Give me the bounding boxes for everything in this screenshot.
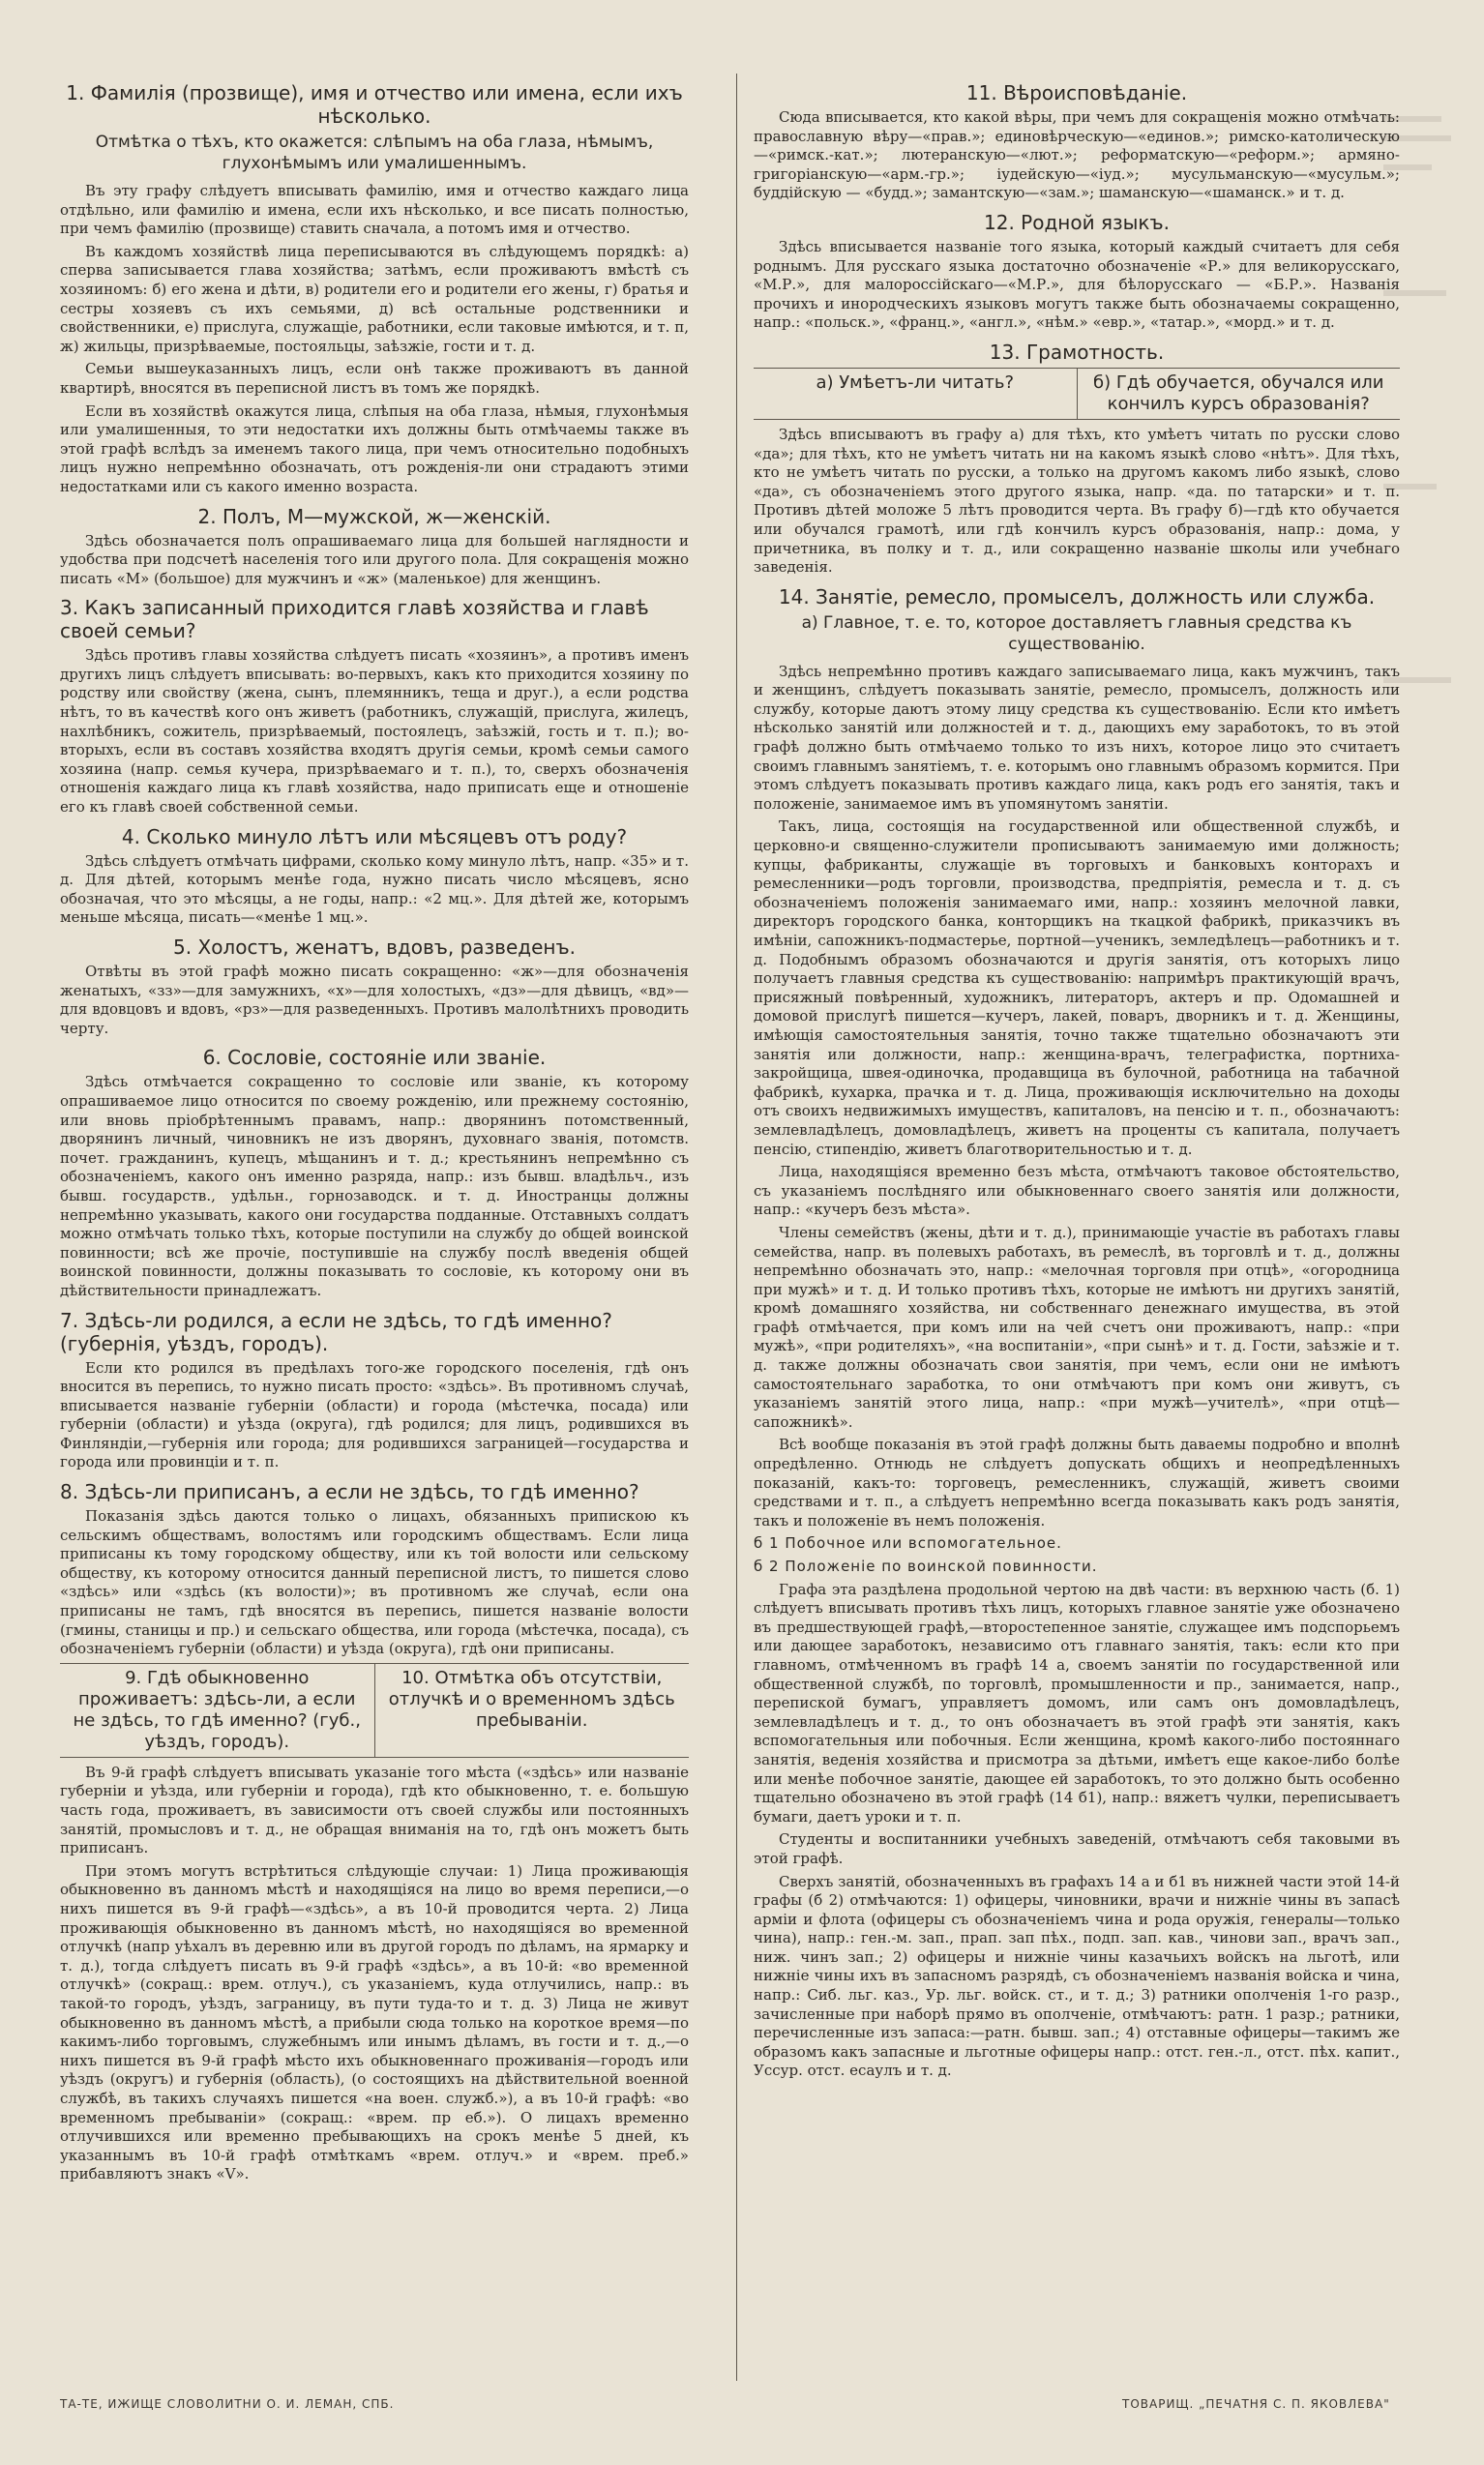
paragraph: Сверхъ занятій, обозначенныхъ въ графахъ 14 а и б1 въ нижней части этой 14-й графы (б 2) отмѣчаются: 1) офицеры, чиновники, врачи и нижніе чины въ запасѣ арміи и флота (офицеры съ обозначеніемъ чина и рода оружія, генералы—только чина), напр.: ген.-м. зап., прап. зап пѣх., подп. зап. кав., чинови зап., врачъ зап., ниж. чинъ зап.; 2) офицеры и нижніе чины казачьихъ войскъ на льготѣ, или нижніе чины ихъ въ запасномъ разрядѣ, съ обозначеніемъ названія войска и чина, напр.: Сиб. льг. каз., Ур. льг. войск. ст., и т. д.; 3) ратники ополченія 1-го разр., зачисленные при наборѣ прямо въ ополченіе, отмѣчаютъ: ратн. 1 разр.; ратники, перечисленные изъ запаса:—ратн. бывш. зап.; 4) отставные офицеры—такимъ же образомъ какъ запасные и льготные офицеры напр.: отст. ген.-л., отст. пѣх. капит., Уссур. отст. есаулъ и т. д. <box>754 1872 1400 2080</box>
paragraph: Такъ, лица, состоящія на государственной или общественной службѣ, и церковно-и священно-служители прописываютъ занимаемую ими должность; купцы, фабриканты, служащіе въ торговыхъ и банковыхъ конторахъ и ремесленники—родъ торговли, производства, предпріятія, ремесла и т. д. съ обозначеніемъ положенія занимаемаго ими, напр.: хозяинъ мелочной лавки, директоръ городского банка, конторщикъ на ткацкой фабрикѣ, приказчикъ въ имѣніи, сапожникъ-подмастерье, портной—ученикъ, земледѣлецъ—работникъ и т. д. Подобнымъ образомъ обозначаются и другія занятія, отъ которыхъ лицо получаетъ главныя средства къ существованію: напримѣръ практикующій врачъ, присяжный повѣренный, художникъ, литераторъ, актеръ и пр. Одомашней и домовой прислугѣ пишется—кучеръ, лакей, поваръ, дворникъ и т. д. Женщины, имѣющія самостоятельныя занятія, точно также тщательно обозначаютъ эти занятія или должности, напр.: женщина-врачъ, телеграфистка, портниха-закройщица, швея-одиночка, продавщица въ булочной, работница на табачной фабрикѣ, кухарка, прачка и т. д. Лица, проживающія исключительно на доходы отъ своихъ недвижимыхъ имуществъ, капиталовъ, на пенсію и т. п., обозначаютъ: землевладѣлецъ, домовладѣлецъ, живетъ на проценты съ капитала, получаетъ пенсію, стипендію, живетъ благотворительностью и т. д. <box>754 817 1400 1158</box>
printer-footer-left: ТА-ТЕ, ИЖИЩЕ СЛОВОЛИТНИ О. И. ЛЕМАН, СПБ. <box>60 2397 395 2411</box>
section-1-subtitle: Отмѣтка о тѣхъ, кто окажется: слѣпымъ на оба глаза, нѣмымъ, глухонѣмымъ или умалишеннымъ. <box>95 133 654 173</box>
section-4-title: 4. Сколько минуло лѣтъ или мѣсяцевъ отъ роду? <box>121 824 628 848</box>
paragraph: При этомъ могутъ встрѣтиться слѣдующіе случаи: 1) Лица проживающія обыкновенно въ данномъ мѣстѣ и находящіяся на лицо во время переписи,—о нихъ пишется въ 9-й графѣ—«здѣсь», а въ 10-й проводится черта. 2) Лица проживающія обыкновенно въ данномъ мѣстѣ, но находящіяся во временной отлучкѣ (напр уѣхалъ въ деревню или въ другой городъ по дѣламъ, на ярмарку и т. д.), тогда слѣдуетъ писать въ 9-й графѣ «здѣсь», а въ 10-й: «во временной отлучкѣ» (сокращ.: врем. отлуч.), съ указаніемъ, куда отлучились, напр.: въ такой-то городъ, уѣздъ, заграницу, въ пути туда-то и т. д. 3) Лица не живут обыкновенно въ данномъ мѣстѣ, а прибыли сюда только на короткое время—по какимъ-либо торговымъ, служебнымъ или инымъ дѣламъ, въ гости и т. д.,—о нихъ пишется въ 9-й графѣ мѣсто ихъ обыкновеннаго проживанія—городъ или уѣздъ (округъ) и губернія (область), (о состоящихъ на дѣйствительной военной службѣ, въ такихъ случаяхъ пишется «на воен. служб.»), а въ 10-й графѣ: «во временномъ пребываніи» (сокращ.: «врем. пр еб.»). О лицахъ временно отлучившихся или временно пребывающихъ на срокъ менѣе 5 дней, къ указаннымъ въ 10-й графѣ отмѣткамъ «врем. отлуч.» и «врем. преб.» прибавляютъ знакъ «V». <box>60 1861 689 2183</box>
section-12-title: 12. Родной языкъ. <box>984 210 1170 234</box>
section-13a-title: а) Умѣетъ-ли читать? <box>816 371 1015 393</box>
paragraph: Здѣсь слѣдуетъ отмѣчать цифрами, сколько кому минуло лѣтъ, напр. «35» и т. д. Для дѣтей, которымъ менѣе года, нужно писать число мѣсяцевъ, ясно обозначая, что это мѣсяцы, а не годы, напр.: «2 мц.». Для дѣтей же, которымъ меньше мѣсяца, писать—«менѣе 1 мц.». <box>60 851 689 927</box>
section-10-title: 10. Отмѣтка объ отсутствіи, отлучкѣ и о временномъ здѣсь пребываніи. <box>374 1664 690 1757</box>
paragraph: Сюда вписывается, кто какой вѣры, при чемъ для сокращенія можно отмѣчать: православную вѣру—«прав.»; единовѣрческую—«единов.»; римско-католическую—«римск.-кат.»; лютеранскую—«лют.»; реформатскую—«реформ.»; армяно-григоріанскую—«арм.-гр.»; іудейскую—«іуд.»; мусульманскую—«мусульм.»; буддійскую — «будд.»; замантскую—«зам.»; шаманскую—«шаманск.» и т. д. <box>754 108 1400 202</box>
paragraph: Здѣсь обозначается полъ опрашиваемаго лица для большей наглядности и удобства при подсчетѣ населенія того или другого пола. Для сокращенія можно писать «М» (большое) для мужчинъ и «ж» (маленькое) для женщинъ. <box>60 531 689 587</box>
section-14a-subtitle: а) Главное, т. е. то, которое доставляетъ главныя средства къ существованію. <box>801 612 1352 654</box>
paragraph: Въ эту графу слѣдуетъ вписывать фамилію, имя и отчество каждаго лица отдѣльно, или фамилію и имена, если ихъ нѣсколько, и все писать полностью, при чемъ фамилію (прозвище) ставить сначала, а потомъ имя и отчество. <box>60 182 689 238</box>
section-13-title: 13. Грамотность. <box>989 340 1165 364</box>
paragraph: Графа эта раздѣлена продольной чертою на двѣ части: въ верхнюю часть (б. 1) слѣдуетъ вписывать противъ тѣхъ лицъ, которыхъ главное занятіе уже обозначено въ предшествующей графѣ,—второстепенное занятіе, служащее имъ подспорьемъ или дающее заработокъ, независимо отъ главнаго занятія, такъ: если кто при главномъ, отмѣченномъ въ графѣ 14 а, своемъ занятіи по государственной или общественной службѣ, по торговлѣ, промышленности и пр., занимается, напр., перепиской бумагъ, управляетъ домомъ, или самъ онъ домовладѣлецъ, землевладѣлецъ и т. д., то онъ обозначаетъ въ этой графѣ эти занятія, какъ вспомогательныя или побочныя. Если женщина, кромѣ какого-либо постояннаго занятія, веденія хозяйства и присмотра за дѣтьми, имѣетъ еще какое-либо болѣе или менѣе побочное занятіе, дающее ей заработокъ, то это должно быть особенно тщательно обозначено въ этой графѣ (14 б1), напр.: вяжетъ чулки, переписываетъ бумаги, даетъ уроки и т. п. <box>754 1580 1400 1826</box>
section-2-title: 2. Полъ, М—мужской, ж—женскій. <box>197 504 551 528</box>
section-7-title: 7. Здѣсь-ли родился, а если не здѣсь, то гдѣ именно? (губернія, уѣздъ, городъ). <box>60 1308 612 1355</box>
paragraph: Семьи вышеуказанныхъ лицъ, если онѣ также проживаютъ въ данной квартирѣ, вносятся въ переписной листъ въ томъ же порядкѣ. <box>60 360 689 397</box>
section-9-title: 9. Гдѣ обыкновенно проживаетъ: здѣсь-ли, а если не здѣсь, то гдѣ именно? (губ., уѣздъ, городъ). <box>73 1667 361 1752</box>
section-8-title: 8. Здѣсь-ли приписанъ, а если не здѣсь, то гдѣ именно? <box>60 1480 639 1504</box>
section-9-10-header <box>60 1663 689 1758</box>
paragraph: Здѣсь вписываютъ въ графу а) для тѣхъ, кто умѣетъ читать по русски слово «да»; для тѣхъ, кто не умѣетъ читать ни на какомъ языкѣ слово «нѣтъ». Для тѣхъ, кто не умѣетъ читать по русски, а только на другомъ какомъ либо языкѣ, слово «да», съ обозначеніемъ этого другого языка, напр. «да. по татарски» и т. п. Противъ дѣтей моложе 5 лѣтъ проводится черта. Въ графу б)—гдѣ кто обучается или обучался грамотѣ, или гдѣ кончилъ курсъ образованія, напр.: дома, у причетника, въ полку и т. д., или сокращенно названіе школы или учебнаго заведенія. <box>754 425 1400 577</box>
paragraph: Если кто родился въ предѣлахъ того-же городского поселенія, гдѣ онъ вносится въ перепись, то нужно писать просто: «здѣсь». Въ противномъ случаѣ, вписывается названіе губерніи (области) и города (мѣстечка, посада) или губерніи (области) и уѣзда (округа), гдѣ родился; для лицъ, родившихся въ Финляндіи,—губернія или города; для родившихся заграницей—государства и города или провинціи и т. п. <box>60 1358 689 1471</box>
section-13b-title: б) Гдѣ обучается, обучался или кончилъ курсъ образованія? <box>1077 369 1401 419</box>
printer-footer-right: ТОВАРИЩ. „ПЕЧАТНЯ С. П. ЯКОВЛЕВА" <box>1122 2397 1390 2411</box>
section-1-title: 1. Фамилія (прозвище), имя и отчество или имена, если ихъ нѣсколько. <box>66 81 683 128</box>
paragraph: Здѣсь отмѣчается сокращенно то сословіе или званіе, къ которому опрашиваемое лицо относится по своему рожденію, или прежнему состоянію, или вновь пріобрѣтеннымъ правамъ, напр.: дворянинъ потомственный, дворянинъ личный, чиновникъ не изъ дворянъ, духовнаго званія, потомств. почет. гражданинъ, купецъ, мѣщанинъ и т. д.; крестьянинъ непремѣнно съ обозначеніемъ, какого онъ именно разряда, напр.: изъ бывш. владѣльч., изъ бывш. государств., удѣльн., горнозаводск. и т. д. Иностранцы должны непремѣнно указывать, какого они государства подданные. Отставныхъ солдатъ можно отмѣчать только тѣхъ, которые поступили на службу до общей воинской повинности; всѣ же прочіе, поступившіе на службу послѣ введенія общей воинской повинности, должны показывать то сословіе, къ которому они въ дѣйствительности принадлежатъ. <box>60 1073 689 1299</box>
section-13-header <box>754 368 1400 420</box>
paragraph: Здѣсь непремѣнно противъ каждаго записываемаго лица, какъ мужчинъ, такъ и женщинъ, слѣдуетъ показывать занятіе, ремесло, промыселъ, должность или службу, которые даютъ этому лицу средства къ существованію. Если кто имѣетъ нѣсколько занятій или должностей и т. д., дающихъ ему заработокъ, то въ этой графѣ должно быть отмѣчаемо только то изъ нихъ, которое лицо это считаетъ своимъ главнымъ занятіемъ, т. е. которымъ оно главнымъ образомъ кормится. При этомъ слѣдуетъ показывать противъ каждаго лица, какъ родъ его занятія, такъ и положеніе, занимаемое имъ въ упомянутомъ занятіи. <box>754 662 1400 813</box>
paragraph: Студенты и воспитанники учебныхъ заведеній, отмѣчаютъ себя таковыми въ этой графѣ. <box>754 1830 1400 1867</box>
section-14b2-title: б 2 Положеніе по воинской повинности. <box>754 1558 1098 1575</box>
section-14b1-title: б 1 Побочное или вспомогательное. <box>754 1534 1062 1553</box>
right-column <box>754 74 1400 2085</box>
paragraph: Лица, находящіяся временно безъ мѣста, отмѣчаютъ таковое обстоятельство, съ указаніемъ послѣдняго или обыкновеннаго своего занятія или должности, напр.: «кучеръ безъ мѣста». <box>754 1163 1400 1219</box>
paragraph: Если въ хозяйствѣ окажутся лица, слѣпыя на оба глаза, нѣмыя, глухонѣмыя или умалишенныя, то эти недостатки ихъ должны быть отмѣчаемы также въ этой графѣ вслѣдъ за именемъ такого лица, при чемъ относительно подобныхъ лицъ нужно непремѣнно обозначать, отъ рожденія-ли они страдаютъ этими недостатками или съ какого именно возраста. <box>60 401 689 495</box>
section-3-title: 3. Какъ записанный приходится главѣ хозяйства и главѣ своей семьи? <box>60 596 649 643</box>
paragraph: Показанія здѣсь даются только о лицахъ, обязанныхъ припискою къ сельскимъ обществамъ, волостямъ или городскимъ обществамъ. Если лица приписаны къ тому городскому обществу, или къ той волости или сельскому обществу, къ которому относится данный переписной листъ, то пишется слово «здѣсь» или «здѣсь (къ волости)»; въ противномъ же случаѣ, если она приписаны не тамъ, гдѣ вносятся въ перепись, пишется названіе волости (гмины, станицы и пр.) и сельскаго общества, или города (мѣстечка, посада), съ обозначеніемъ губерніи (области) и уѣзда (округа), гдѣ они приписаны. <box>60 1507 689 1658</box>
column-divider <box>736 74 737 2381</box>
section-5-title: 5. Холостъ, женатъ, вдовъ, разведенъ. <box>173 936 576 959</box>
paragraph: Здѣсь противъ главы хозяйства слѣдуетъ писать «хозяинъ», а противъ именъ другихъ лицъ слѣдуетъ вписывать: во-первыхъ, какъ кто приходится хозяину по родству или свойству (жена, сынъ, племянникъ, теща и друг.), а если родства нѣтъ, то въ качествѣ кого онъ живетъ (работникъ, служащій, прислуга, жилецъ, нахлѣбникъ, сожитель, призрѣваемый, постоялецъ, заѣзжій, гость и т. п.); во-вторыхъ, если въ составъ хозяйства входятъ другія семьи, кромѣ семьи самого хозяина (напр. семья кучера, призрѣваемаго и т. п.), то, сверхъ обозначенія отношенія каждаго лица къ главѣ хозяйства, надо приписать еще и отношеніе его къ главѣ своей собственной семьи. <box>60 646 689 817</box>
section-11-title: 11. Вѣроисповѣданіе. <box>965 81 1188 104</box>
paragraph: Отвѣты въ этой графѣ можно писать сокращенно: «ж»—для обозначенія женатыхъ, «зз»—для замужнихъ, «х»—для холостыхъ, «дз»—для дѣвицъ, «вд»—для вдовцовъ и вдовъ, «рз»—для разведенныхъ. Противъ малолѣтнихъ проводить черту. <box>60 963 689 1037</box>
section-14-title: 14. Занятіе, ремесло, промыселъ, должность или служба. <box>778 584 1376 609</box>
left-column <box>60 74 689 2188</box>
paragraph: Здѣсь вписывается названіе того языка, который каждый считаетъ для себя роднымъ. Для русскаго языка достаточно обозначеніе «Р.» для великорусскаго, «М.Р.», для малороссійскаго—«М.Р.», для бѣлорусскаго — «Б.Р.». Названія прочихъ и инородческихъ языковъ могутъ также быть обозначаемы сокращенно, напр.: «польск.», «франц.», «англ.», «нѣм.» «евр.», «татар.», «морд.» и т. д. <box>754 237 1400 332</box>
paragraph: Въ каждомъ хозяйствѣ лица переписываются въ слѣдующемъ порядкѣ: а) сперва записывается глава хозяйства; затѣмъ, если проживаютъ вмѣстѣ съ хозяиномъ: б) его жена и дѣти, в) родители его и родители его жены, г) братья и сестры хозяевъ съ ихъ семьями, д) всѣ остальные родственники и свойственники, е) прислуга, служащіе, работники, если таковые имѣются, и т. п, ж) жильцы, призрѣваемые, постояльцы, заѣзжіе, гости и т. д. <box>60 242 689 355</box>
paragraph: Всѣ вообще показанія въ этой графѣ должны быть даваемы подробно и вполнѣ опредѣленно. Отнюдь не слѣдуетъ допускать общихъ и неопредѣленныхъ показаній, какъ-то: торговецъ, ремесленникъ, служащій, живетъ своими средствами и т. п., а слѣдуетъ непремѣнно всегда показывать какъ родъ занятія, такъ и положеніе въ немъ положенія. <box>754 1436 1400 1529</box>
paragraph: Въ 9-й графѣ слѣдуетъ вписывать указаніе того мѣста («здѣсь» или названіе губерніи и уѣзда, или губерніи и города), гдѣ кто обыкновенно, т. е. большую часть года, проживаетъ, въ зависимости отъ своей службы или постоянныхъ занятій, промысловъ и т. д., не обращая вниманія на то, гдѣ онъ можетъ быть приписанъ. <box>60 1763 689 1857</box>
paragraph: Члены семействъ (жены, дѣти и т. д.), принимающіе участіе въ работахъ главы семейства, напр. въ полевыхъ работахъ, въ ремеслѣ, въ торговлѣ и т. д., должны непремѣнно обозначать это, напр.: «мелочная торговля при отцѣ», «огородница при мужѣ» и т. д. И только противъ тѣхъ, которые не имѣютъ ни другихъ занятій, кромѣ домашняго хозяйства, ни собственнаго денежнаго имущества, въ этой графѣ отмѣчается, при комъ или на чей счетъ они проживаютъ, напр.: «при мужѣ», «при родителяхъ», «на воспитаніи», «при сынѣ» и т. д. Гости, заѣзжіе и т. д. также должны обозначать свои занятія, при чемъ, если они не имѣютъ самостоятельнаго заработка, то они отмѣчаютъ при комъ они живутъ, съ указаніемъ занятій этого лица, напр.: «при мужѣ—учителѣ», «при отцѣ—сапожникѣ». <box>754 1223 1400 1431</box>
section-6-title: 6. Сословіе, состояніе или званіе. <box>202 1046 547 1070</box>
